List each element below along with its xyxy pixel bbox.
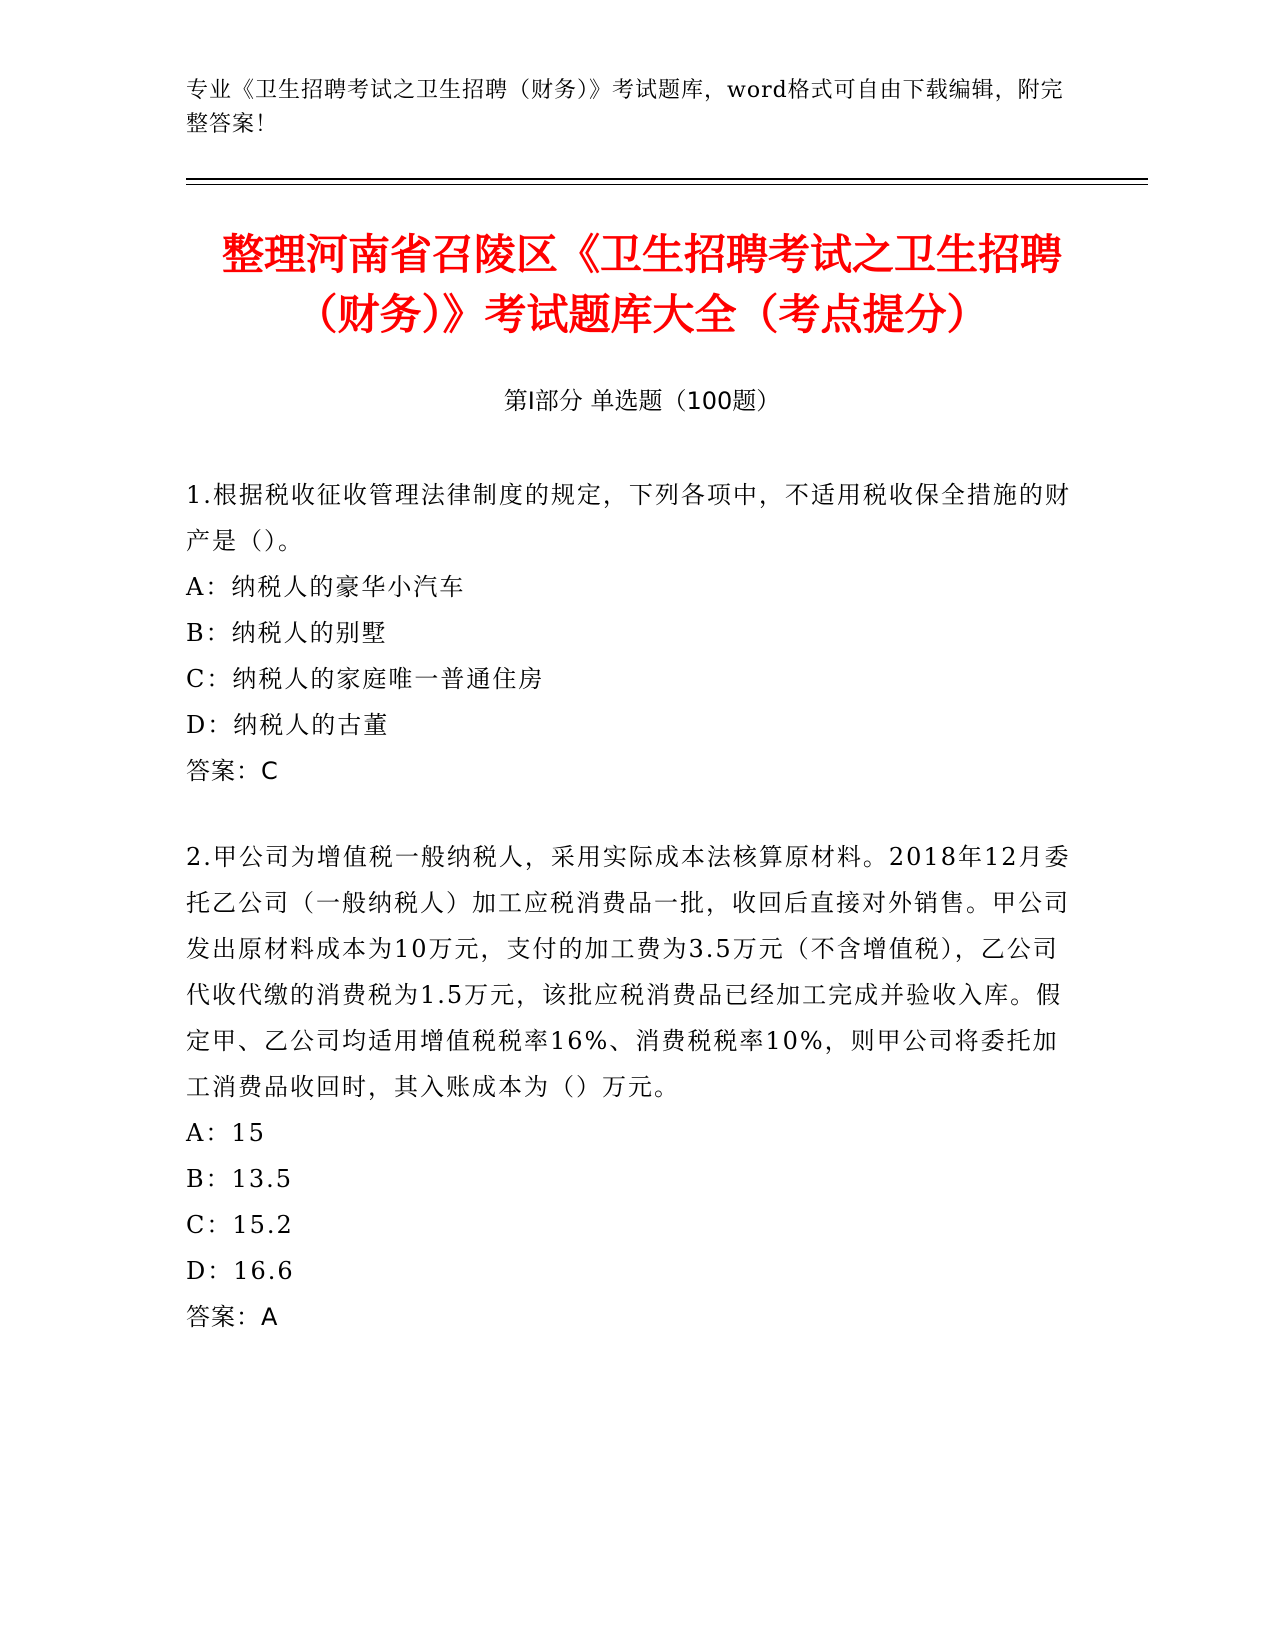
option-b: B：13.5 bbox=[186, 1165, 294, 1193]
option-c: C：15.2 bbox=[186, 1211, 294, 1239]
question-stem: 1.根据税收征收管理法律制度的规定，下列各项中，不适用税收保全措施的财产是（）。 bbox=[186, 481, 1071, 555]
option-d: D：纳税人的古董 bbox=[186, 711, 390, 739]
question-stem: 2.甲公司为增值税一般纳税人，采用实际成本法核算原材料。2018年12月委托乙公司（一般纳税人）加工应税消费品一批，收回后直接对外销售。甲公司发出原材料成本为10万元，支付的加工费为3.5万元（不含增值税），乙公司代收代缴的消费税为1.5万元，该批应税消费品已经加工完成并验收入库。假定甲、乙公司均适用增值税税率16%、消费税税率10%，则甲公司将委托加工消费品收回时，其入账成本为（）万元。 bbox=[186, 843, 1071, 1101]
document-title: 整理河南省召陵区《卫生招聘考试之卫生招聘（财务）》考试题库大全（考点提分） bbox=[221, 230, 1062, 339]
option-a: A：15 bbox=[186, 1119, 266, 1147]
option-c: C：纳税人的家庭唯一普通住房 bbox=[186, 665, 545, 693]
answer: 答案：A bbox=[186, 1303, 279, 1331]
question-2 bbox=[186, 834, 1076, 1340]
option-a: A：纳税人的豪华小汽车 bbox=[186, 573, 466, 601]
section-heading: 第Ⅰ部分 单选题（100题） bbox=[503, 387, 781, 415]
answer: 答案：C bbox=[186, 757, 279, 785]
header-rule-thick bbox=[186, 178, 1148, 180]
option-b: B：纳税人的别墅 bbox=[186, 619, 388, 647]
header-rule-thin bbox=[186, 184, 1148, 185]
header-intro: 专业《卫生招聘考试之卫生招聘（财务）》考试题库，word格式可自由下载编辑，附完整答案！ bbox=[186, 78, 1064, 137]
option-d: D：16.6 bbox=[186, 1257, 295, 1285]
question-1 bbox=[186, 472, 1076, 794]
